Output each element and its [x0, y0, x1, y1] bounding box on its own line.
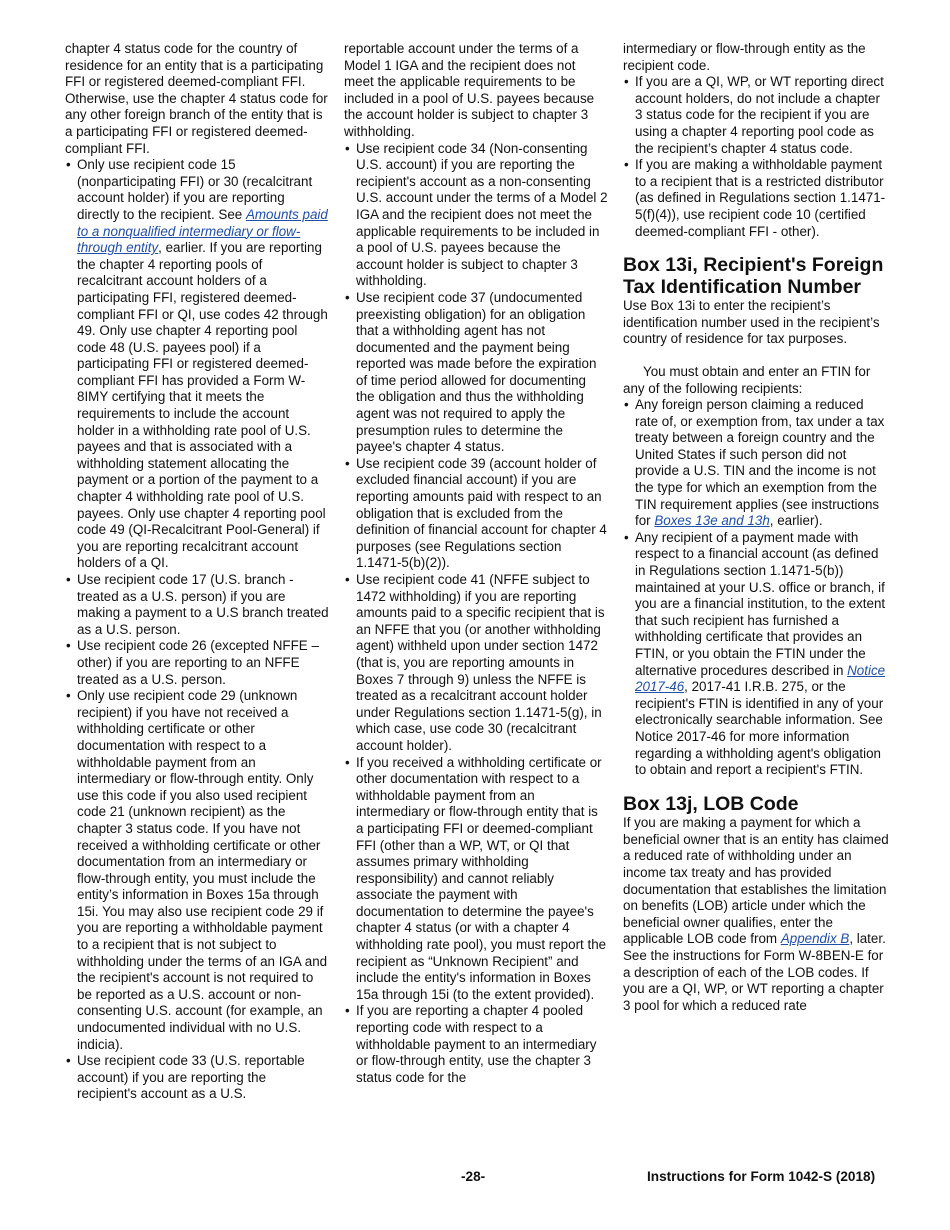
bullet-item: • If you are making a withholdable payment to a recipient that is a restricted distributor (as defined in Regulations section 1.1471-5(f)(4)), use recipient code 10 (certified deemed-compliant FFI - other). [624, 157, 886, 239]
bullet-icon: • [345, 572, 350, 587]
paragraph: Use Box 13i to enter the recipient’s identification number used in the recipient’s country of residence for tax purposes. [623, 298, 880, 347]
paragraph: intermediary or flow-through entity as the recipient code. [623, 41, 866, 73]
bullet-icon: • [345, 140, 350, 156]
bullet-icon: • [66, 157, 71, 173]
paragraph: chapter 4 status code for the country of residence for an entity that is a participating FFI or registered deemed-compliant FFI. Otherwise, use the chapter 4 status code for any other foreign branch of the entity that is a participating FFI or registered deemed-compliant FFI. [65, 41, 328, 156]
link-amounts-paid-nqi[interactable]: Amounts paid to a nonqualified intermediary or flow-through entity [77, 206, 328, 256]
paragraph: reportable account under the terms of a Model 1 IGA and the recipient does not meet the applicable requirements to be included in a pool of U.S. payees because the account holder is subject to chapter 3 withholding. [344, 41, 595, 139]
paragraph: If you are making a payment for which a beneficial owner that is an entity has claimed a reduced rate of withholding under an income tax treaty and has provided documentation that establishes the limitation on benefits (LOB) article under which the beneficial owner qualifies, enter the applicable LOB code from Appendix B, later. See the instructions for Form W-8BEN-E for a description of each of the LOB codes. If you are a QI, WP, or WT reporting a chapter 3 pool for which a reduced rate [623, 815, 889, 1013]
link-boxes-13e-13h[interactable]: Boxes 13e and 13h [654, 513, 770, 529]
bullet-icon: • [345, 754, 350, 770]
column-1 [65, 41, 329, 1103]
bullet-item: • Use recipient code 41 (NFFE subject to 1472 withholding) if you are reporting amounts paid to a specific recipient that is an NFFE that you (or another withholding agent) withheld upon under section 1472 (that is, you are reporting amounts in Boxes 7 through 9) unless the NFFE is treated as a recalcitrant account holder under Regulations section 1.1471-5(g), in which case, use code 30 (recalcitrant account holder). [345, 572, 605, 753]
column-3 [623, 41, 889, 1014]
form-title-footer: Instructions for Form 1042-S (2018) [647, 1169, 876, 1184]
bullet-item: • If you received a withholding certificate or other documentation with respect to a withholdable payment from an intermediary or flow-through entity that is a participating FFI or deemed-compliant FFI (other than a WP, WT, or QI that assumes primary withholding responsibility) and cannot reliably associate the payment with documentation to determine the payee's chapter 4 status (or with a chapter 4 withholding rate pool), you must report the recipient as “Unknown Recipient” and include the entity's information in Boxes 15a through 15i (to the extent provided). [345, 754, 607, 1002]
bullet-item: • Any recipient of a payment made with respect to a financial account (as defined in Regulations section 1.1471-5(b)) maintained at your U.S. office or branch, if you are a financial institution, to the extent that such recipient has furnished a withholding certificate that provides an FTIN, or you obtain the FTIN under the alternative procedures described in Notice 2017-46, 2017-41 I.R.B. 275, or the recipient's FTIN is identified in any of your electronically searchable information. See Notice 2017-46 for more information regarding a withholding agent's obligation to obtain and report a recipient's FTIN. [624, 529, 886, 778]
bullet-item: • Use recipient code 26 (excepted NFFE – other) if you are reporting to an NFFE treated as a U.S. person. [66, 638, 319, 687]
bullet-item: • Use recipient code 37 (undocumented preexisting obligation) for an obligation that a withholding agent has not documented and the payment being reported was made before the expiration of time period allowed for documenting the obligation and thus the withholding agent was not required to apply the presumption rules to determine the payee's chapter 4 status. [345, 289, 597, 455]
bullet-icon: • [345, 455, 350, 471]
bullet-icon: • [624, 529, 629, 545]
bullet-icon: • [345, 289, 350, 305]
bullet-icon: • [66, 1053, 71, 1069]
column-2 [344, 41, 608, 1086]
bullet-icon: • [66, 572, 71, 587]
page-number: -28- [461, 1169, 486, 1184]
bullet-icon: • [624, 74, 629, 90]
bullet-icon: • [624, 397, 629, 413]
link-notice-2017-46[interactable]: Notice 2017-46 [635, 662, 886, 695]
bullet-icon: • [624, 157, 629, 173]
bullet-item: • Only use recipient code 29 (unknown recipient) if you have not received a withholding certificate or other documentation with respect to a withholdable payment from an intermediary or flow-through entity. Only use this code if you also used recipient code 21 (unknown recipient) as the chapter 3 status code. If you have not received a withholding certificate or other documentation from an intermediary or flow-through entity, you must include the entity’s information in Boxes 15a through 15i. You may also use recipient code 29 if you are reporting a withholdable payment to a recipient that is not subject to withholding under the terms of an IGA and the recipient's account is not required to be reported as a U.S. account or non-consenting U.S. account (for example, an undocumented individual with no U.S. indicia). [66, 688, 328, 1052]
bullet-item: • Use recipient code 34 (Non-consenting U.S. account) if you are reporting the recipient's account as a non-consenting U.S. account under the terms of a Model 2 IGA and the recipient does not meet the applicable requirements to be included in a pool of U.S. payees because the account holder is subject to chapter 3 withholding. [345, 140, 608, 289]
bullet-item: • Use recipient code 33 (U.S. reportable account) if you are reporting the recipient's account as a U.S. [66, 1053, 305, 1102]
bullet-item: • Use recipient code 39 (account holder of excluded financial account) if you are reporting amounts paid with respect to an obligation that is excluded from the definition of financial account for chapter 4 purposes (see Regulations section 1.1471-5(b)(2)). [345, 455, 607, 571]
section-heading-box-13i: Box 13i, Recipient's Foreign Tax Identification Number [623, 254, 884, 298]
section-heading-box-13j: Box 13j, LOB Code [623, 792, 799, 815]
link-appendix-b[interactable]: Appendix B [780, 931, 850, 947]
bullet-item: • Use recipient code 17 (U.S. branch - treated as a U.S. person) if you are making a payment to a U.S branch treated as a U.S. person. [66, 572, 329, 637]
bullet-icon: • [345, 1003, 350, 1019]
bullet-item: • Only use recipient code 15 (nonparticipating FFI) or 30 (recalcitrant account holder) if you are reporting directly to the recipient. See Amounts paid to a nonqualified intermediary or flow-through entity, earlier. If you are reporting the chapter 4 reporting pools of recalcitrant account holders of a participating FFI, registered deemed-compliant FFI or QI, use codes 42 through 49. Only use chapter 4 reporting pool code 48 (U.S. payees pool) if a participating FFI or registered deemed-compliant FFI has provided a Form W-8IMY certifying that it meets the requirements to include the account holder in a withholding rate pool of U.S. payees and that is associated with a withholding statement allocating the payment or a portion of the payment to a chapter 4 withholding rate pool of U.S. payees. Only use chapter 4 reporting pool code 49 (QI-Recalcitrant Pool-General) if you are reporting recalcitrant account holders of a QI. [66, 157, 328, 571]
bullet-item: • Any foreign person claiming a reduced rate of, or exemption from, tax under a tax treaty between a foreign country and the United States if such person did not provide a U.S. TIN and the income is not the type for which an exemption from the TIN requirement applies (see instructions for Boxes 13e and 13h, earlier). [624, 397, 885, 529]
bullet-icon: • [66, 688, 71, 704]
paragraph: You must obtain and enter an FTIN for any of the following recipients: [623, 363, 871, 396]
bullet-icon: • [66, 638, 71, 654]
bullet-item: • If you are a QI, WP, or WT reporting direct account holders, do not include a chapter 3 status code for the recipient if you are using a chapter 4 reporting pool code as the recipient’s chapter 4 status code. [624, 74, 884, 156]
bullet-item: • If you are reporting a chapter 4 pooled reporting code with respect to a withholdable payment to an intermediary or flow-through entity, use the chapter 3 status code for the [345, 1003, 597, 1085]
